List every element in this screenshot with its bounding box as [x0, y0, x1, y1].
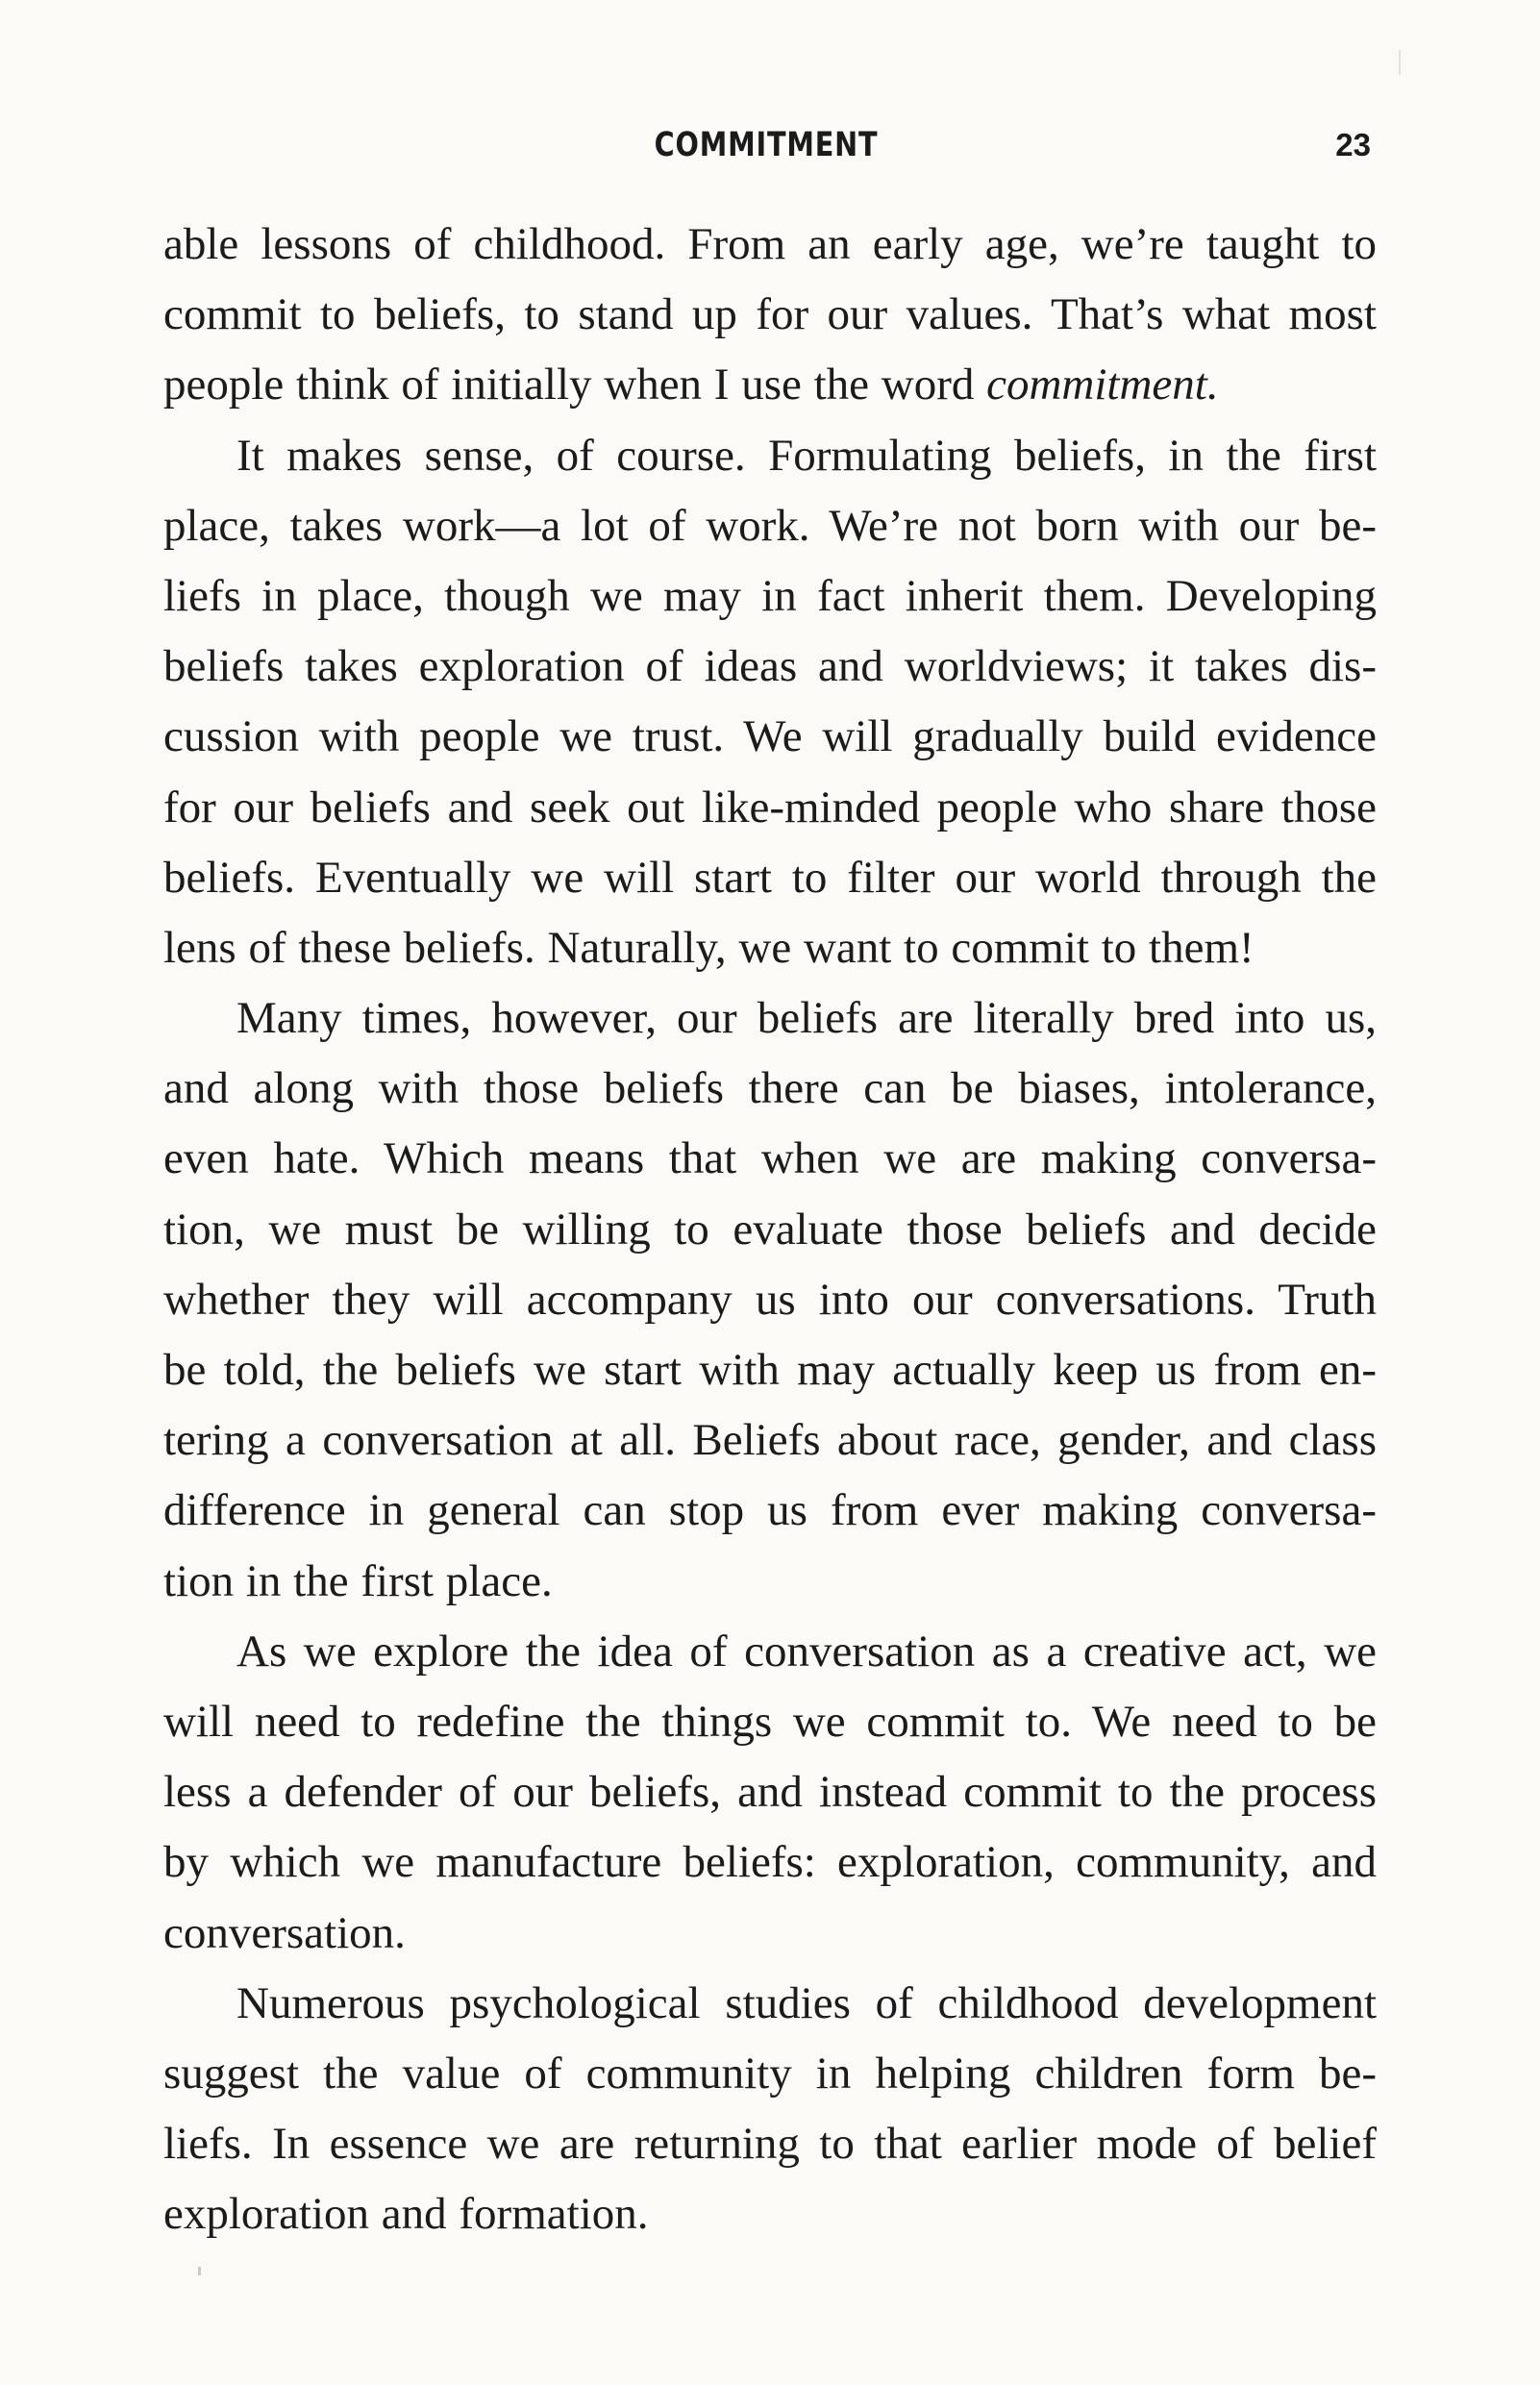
text-line: be told, the beliefs we start with may actually keep us from en- — [163, 1345, 1377, 1395]
text-line: cussion with people we trust. We will gradually build evidence — [163, 711, 1377, 762]
text-line: place, takes work—a lot of work. We’re not born with our be- — [163, 500, 1377, 551]
text-line: commit to beliefs, to stand up for our values. That’s what most — [163, 289, 1377, 340]
body-text — [163, 210, 1377, 2249]
text-line: tion in the first place. — [163, 1555, 553, 1606]
text-line: for our beliefs and seek out like-minded people who share those — [163, 782, 1377, 832]
text-line: will need to redefine the things we commit to. We need to be — [163, 1696, 1377, 1747]
text-line: by which we manufacture beliefs: exploration, community, and — [163, 1837, 1377, 1888]
scan-speck — [198, 2267, 201, 2275]
chapter-title: COMMITMENT — [654, 126, 879, 164]
paragraph-first-line: It makes sense, of course. Formulating beliefs, in the first — [236, 430, 1377, 481]
text-line: exploration and formation. — [163, 2189, 649, 2240]
text-line: able lessons of childhood. From an early age, we’re taught to — [163, 219, 1377, 269]
text-line: tering a conversation at all. Beliefs about race, gender, and class — [163, 1415, 1377, 1466]
running-head — [165, 121, 1371, 169]
emphasized-word: commitment. — [986, 360, 1219, 410]
text-line: liefs. In essence we are returning to that earlier mode of belief — [163, 2119, 1377, 2170]
text-line: whether they will accompany us into our conversations. Truth — [163, 1274, 1377, 1325]
text-line: lens of these beliefs. Naturally, we want to commit to them! — [163, 922, 1254, 973]
scan-speck — [1399, 50, 1401, 75]
text-line-roman: people think of initially when I use the word — [163, 360, 987, 410]
paragraph-first-line: As we explore the idea of conversation as a creative act, we — [236, 1626, 1377, 1677]
text-line: tion, we must be willing to evaluate those beliefs and decide — [163, 1204, 1377, 1255]
text-line: difference in general can stop us from ever making conversa- — [163, 1485, 1377, 1536]
text-line: and along with those beliefs there can be biases, intolerance, — [163, 1063, 1377, 1114]
text-line: even hate. Which means that when we are making conversa- — [163, 1133, 1377, 1184]
text-line — [163, 350, 1377, 420]
paragraph-first-line: Numerous psychological studies of childhood development — [236, 1977, 1377, 2028]
text-line: beliefs takes exploration of ideas and worldviews; it takes dis- — [163, 641, 1377, 692]
page-number: 23 — [1335, 127, 1371, 162]
text-line: less a defender of our beliefs, and instead commit to the process — [163, 1767, 1377, 1818]
text-line: conversation. — [163, 1907, 406, 1958]
paragraph-first-line: Many times, however, our beliefs are literally bred into us, — [236, 993, 1377, 1044]
text-line: liefs in place, though we may in fact inherit them. Developing — [163, 570, 1377, 621]
text-line: beliefs. Eventually we will start to filter our world through the — [163, 852, 1377, 903]
text-line: suggest the value of community in helping children form be- — [163, 2048, 1377, 2099]
